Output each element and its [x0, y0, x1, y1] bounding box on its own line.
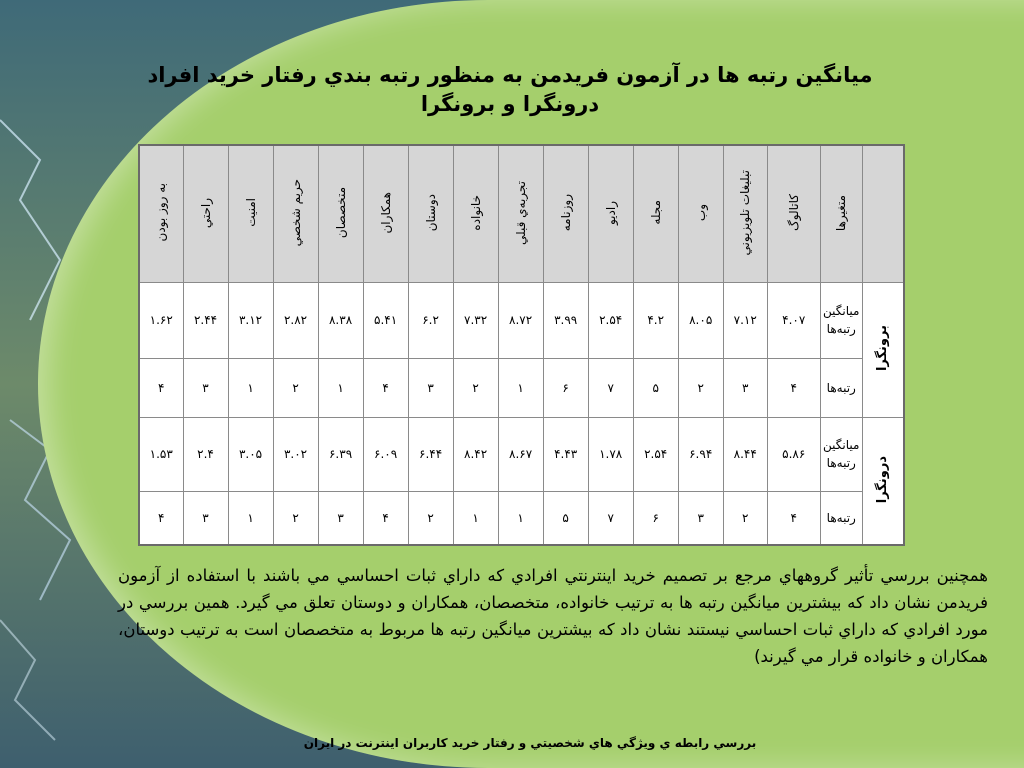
table-cell: ۲.۸۲: [273, 283, 318, 358]
table-cell: ۱: [228, 358, 273, 417]
table-cell: ۲: [723, 491, 767, 545]
row-label: ميانگين رتبه‌ها: [820, 417, 862, 491]
table-cell: ۷: [588, 358, 633, 417]
table-cell: ۲: [678, 358, 723, 417]
group-label-cell: [862, 417, 904, 545]
table-cell: ۲.۴: [183, 417, 228, 491]
col-header: همکاران: [378, 191, 393, 234]
table-cell: ۷: [588, 491, 633, 545]
col-header: تبليغات تلويزيوني: [738, 169, 753, 256]
table-cell: ۵.۸۶: [767, 417, 820, 491]
table-cell: ۳.۰۵: [228, 417, 273, 491]
table-cell: ۶.۰۹: [363, 417, 408, 491]
col-header: دوستان: [423, 194, 438, 232]
col-header: راحتي: [198, 197, 213, 228]
col-header: امنيت: [243, 198, 258, 228]
table-row: [139, 283, 904, 358]
slide-title-line1: ميانگين رتبه ها در آزمون فريدمن به منظور رتبه بندي رفتار خريد افراد: [147, 63, 873, 87]
table-cell: ۱: [318, 358, 363, 417]
table-cell: ۵: [543, 491, 588, 545]
col-header: متخصصان: [333, 187, 348, 239]
table-cell: ۳: [183, 358, 228, 417]
table-cell: ۱.۶۲: [139, 283, 183, 358]
table-cell: ۲: [273, 358, 318, 417]
table-cell: ۶.۹۴: [678, 417, 723, 491]
table-cell: ۴.۰۷: [767, 283, 820, 358]
col-header: متغيرها: [834, 194, 849, 231]
group-label: برونگرا: [875, 325, 891, 372]
table-cell: ۴: [767, 491, 820, 545]
table-cell: ۴: [363, 358, 408, 417]
table-cell: ۳: [408, 358, 453, 417]
table-cell: ۳: [678, 491, 723, 545]
table-cell: ۲.۴۴: [183, 283, 228, 358]
table-cell: ۳: [318, 491, 363, 545]
table-cell: ۵.۴۱: [363, 283, 408, 358]
table-row: [139, 417, 904, 491]
col-header: حريم شخصي: [288, 178, 303, 247]
table-cell: ۷.۳۲: [453, 283, 498, 358]
table-cell: ۵: [633, 358, 678, 417]
table-cell: ۱.۵۳: [139, 417, 183, 491]
row-label: رتبه‌ها: [820, 358, 862, 417]
col-header: راديو: [603, 200, 618, 225]
table-cell: ۱: [498, 491, 543, 545]
table-cell: ۳.۰۲: [273, 417, 318, 491]
table-cell: ۱: [228, 491, 273, 545]
table-cell: ۲.۵۴: [588, 283, 633, 358]
table-row: [139, 358, 904, 417]
row-label: ميانگين رتبه‌ها: [820, 283, 862, 358]
table-cell: ۳.۹۹: [543, 283, 588, 358]
group-label-cell: [862, 283, 904, 417]
row-label: رتبه‌ها: [820, 491, 862, 545]
table-header-row: [139, 145, 904, 283]
col-header: به روز بودن: [154, 183, 169, 242]
table-cell: ۱.۷۸: [588, 417, 633, 491]
col-header: مجله: [648, 200, 663, 225]
table-cell: ۶.۳۹: [318, 417, 363, 491]
table-cell: ۸.۳۸: [318, 283, 363, 358]
col-header: تجربه‌ي قبلي: [513, 180, 528, 245]
table-cell: ۸.۰۵: [678, 283, 723, 358]
table-cell: ۴.۴۳: [543, 417, 588, 491]
table-cell: ۸.۴۴: [723, 417, 767, 491]
table-cell: ۱: [498, 358, 543, 417]
table-cell: ۲: [453, 358, 498, 417]
slide-title-line2: درونگرا و برونگرا: [420, 92, 600, 116]
slide-footer: بررسي رابطه ي ويژگي هاي شخصيتي و رفتار خريد کاربران اينترنت در ايران: [303, 736, 757, 750]
table-cell: ۳: [183, 491, 228, 545]
friedman-rank-table: [138, 144, 905, 546]
table-cell: ۲: [408, 491, 453, 545]
table-cell: ۶.۴۴: [408, 417, 453, 491]
table-cell: ۴: [139, 358, 183, 417]
body-paragraph: همچنين بررسي تأثير گروههاي مرجع بر تصميم خريد اينترنتي افرادي که داراي ثبات احساسي مي باشند با استفاده از آزمون فريدمن نشان داد که بيشترين ميانگين رتبه ها به ترتيب خانواده، متخصصان، همکاران و دوستان تعلق مي گيرد. همين بررسي در مورد افرادي که داراي ثبات احساسي نيستند نشان داد که بيشترين ميانگين رتبه ها مربوط به متخصصان است به ترتيب دوستان، همکاران و خانواده قرار مي گيرند): [118, 566, 988, 666]
table-cell: ۸.۴۲: [453, 417, 498, 491]
table-cell: ۳.۱۲: [228, 283, 273, 358]
table-cell: ۲.۵۴: [633, 417, 678, 491]
col-header: روزنامه: [558, 194, 573, 232]
table-cell: ۴.۲: [633, 283, 678, 358]
col-header: وب: [693, 204, 708, 222]
table-cell: ۴: [139, 491, 183, 545]
table-cell: ۶.۲: [408, 283, 453, 358]
table-cell: ۱: [453, 491, 498, 545]
table-cell: ۴: [363, 491, 408, 545]
table-cell: ۴: [767, 358, 820, 417]
table-cell: ۸.۶۷: [498, 417, 543, 491]
col-header: خانواده: [468, 194, 483, 231]
table-cell: ۶: [543, 358, 588, 417]
table-cell: ۷.۱۲: [723, 283, 767, 358]
table-cell: ۲: [273, 491, 318, 545]
col-header: کاتالوگ: [786, 194, 801, 232]
table-cell: ۶: [633, 491, 678, 545]
table-cell: ۸.۷۲: [498, 283, 543, 358]
table-cell: ۳: [723, 358, 767, 417]
group-label: درونگرا: [875, 455, 891, 503]
table-row: [139, 491, 904, 545]
